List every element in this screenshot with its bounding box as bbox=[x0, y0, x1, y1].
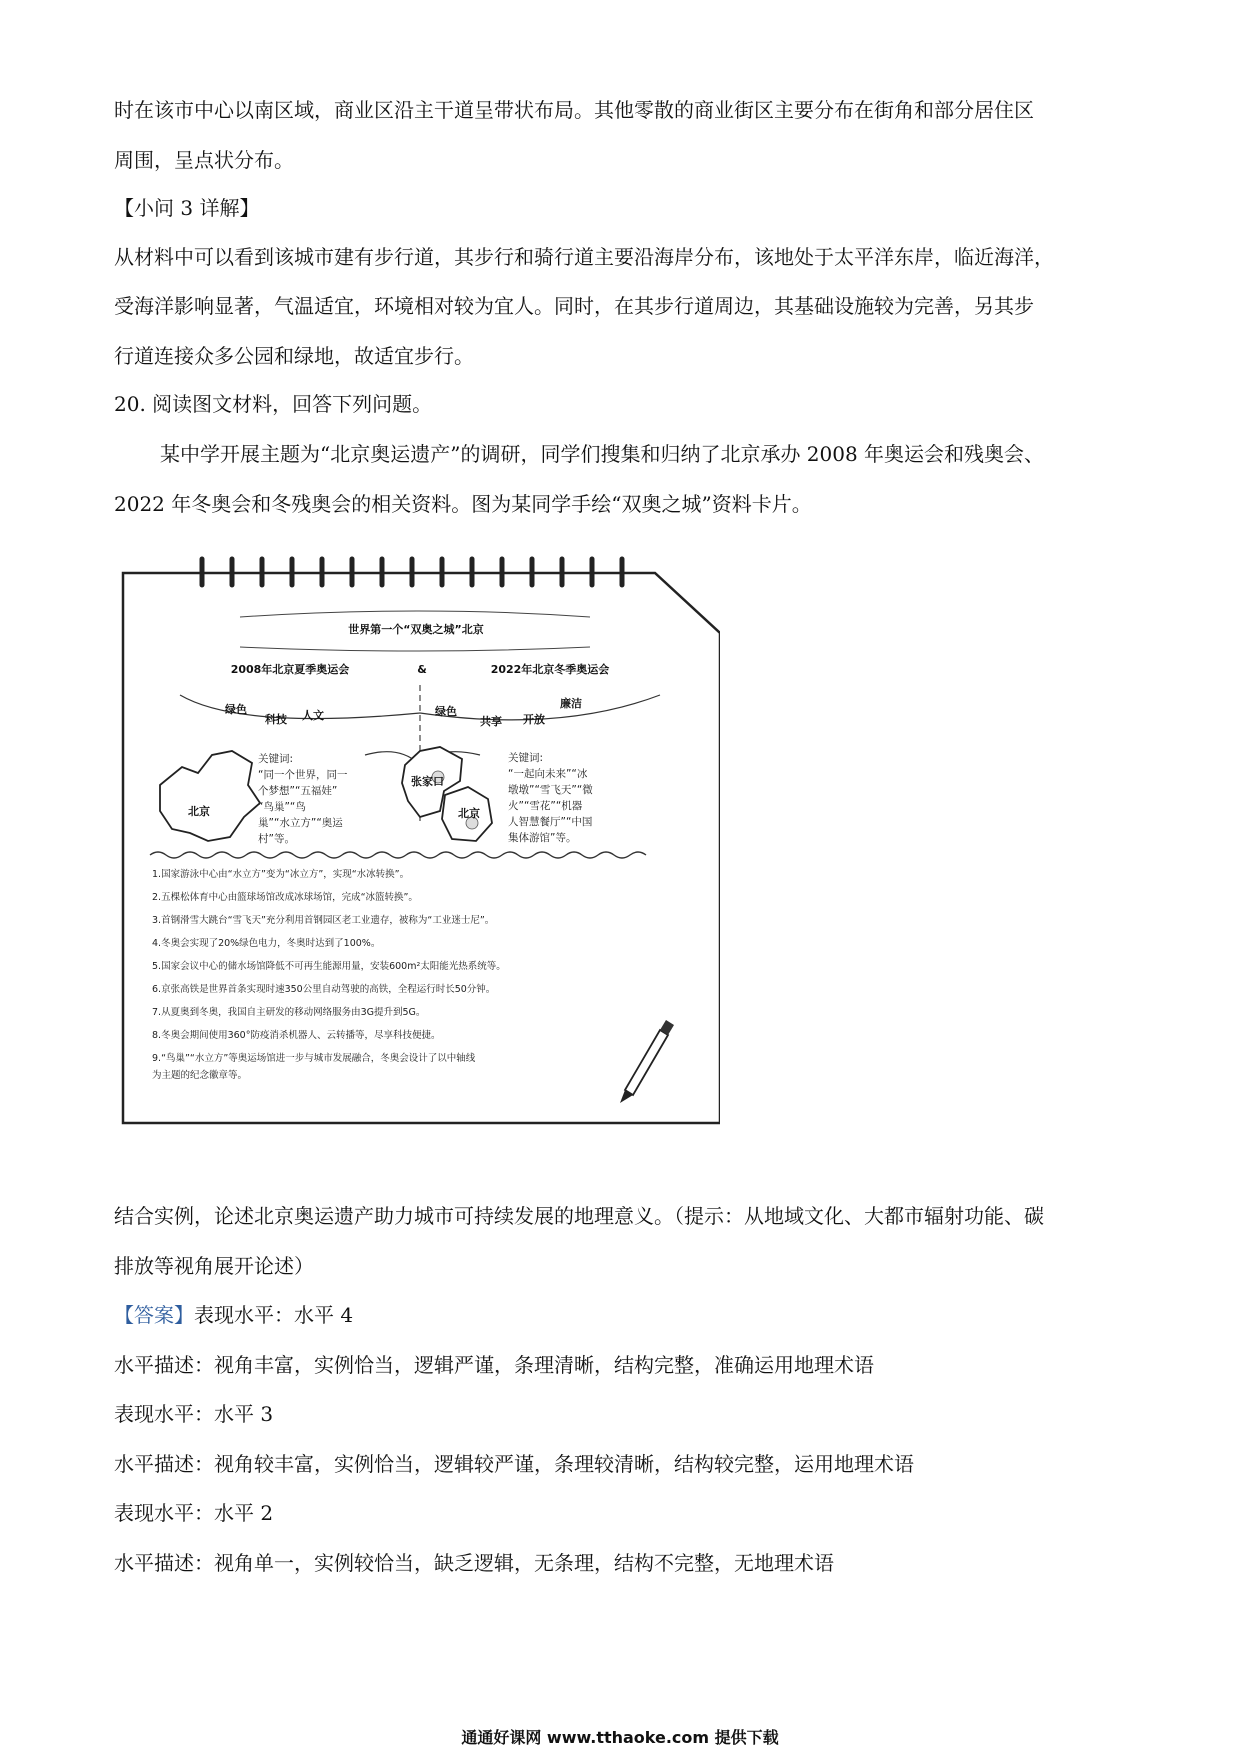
svg-text:“鸟巢”“鸟: “鸟巢”“鸟 bbox=[258, 801, 306, 813]
text-line: 时在该市中心以南区域，商业区沿主干道呈带状布局。其他零散的商业街区主要分布在街角和部分居住区 bbox=[114, 98, 1034, 122]
list-item: 3.首钢滑雪大跳台“雪飞天”充分利用首钢园区老工业遗存，被称为“工业迷士尼”。 bbox=[152, 915, 495, 926]
section-heading: 【小问 3 详解】 bbox=[114, 196, 260, 220]
olympic-info-card bbox=[120, 555, 720, 1133]
question-title: 20. 阅读图文材料，回答下列问题。 bbox=[114, 392, 433, 416]
right-keyword-open: 开放 bbox=[523, 713, 545, 726]
svg-text:人智慧餐厅”“中国: 人智慧餐厅”“中国 bbox=[508, 816, 593, 828]
right-keyword-share: 共享 bbox=[480, 715, 502, 728]
answer-level3: 表现水平：水平 3 bbox=[114, 1402, 274, 1426]
card-title: 世界第一个“双奥之城”北京 bbox=[348, 623, 484, 636]
right-keyword-clean: 廉洁 bbox=[560, 697, 582, 710]
list-item: 4.冬奥会实现了20%绿色电力，冬奥时达到了100%。 bbox=[152, 938, 381, 949]
list-item: 2.五棵松体育中心由篮球场馆改成冰球场馆，完成“冰篮转换”。 bbox=[152, 892, 418, 903]
text-line: 行道连接众多公园和绿地，故适宜步行。 bbox=[114, 344, 474, 368]
list-item: 1.国家游泳中心由“水立方”变为“冰立方”，实现“水冰转换”。 bbox=[152, 869, 410, 880]
svg-text:村”等。: 村”等。 bbox=[258, 833, 295, 845]
answer-desc4: 水平描述：视角丰富，实例恰当，逻辑严谨，条理清晰，结构完整，准确运用地理术语 bbox=[114, 1353, 874, 1377]
prompt-line: 结合实例，论述北京奥运遗产助力城市可持续发展的地理意义。（提示：从地域文化、大都市辐射功能、碳 bbox=[114, 1204, 1044, 1228]
right-map-label-zhangjiakou: 张家口 bbox=[411, 775, 444, 788]
left-heading: 2008年北京夏季奥运会 bbox=[230, 663, 350, 676]
svg-text:集体游馆”等。: 集体游馆”等。 bbox=[508, 832, 577, 844]
svg-text:“一起向未来”“冰: “一起向未来”“冰 bbox=[508, 768, 588, 780]
answer-desc2: 水平描述：视角单一，实例较恰当，缺乏逻辑，无条理，结构不完整，无地理术语 bbox=[114, 1551, 834, 1575]
text-line: 周围，呈点状分布。 bbox=[114, 148, 294, 172]
svg-text:关键词:: 关键词: bbox=[258, 753, 294, 765]
list-item: 5.国家会议中心的储水场馆降低不可再生能源用量，安装600m²太阳能光热系统等。 bbox=[152, 961, 506, 972]
answer-tag: 【答案】 bbox=[114, 1303, 194, 1327]
amp-symbol: & bbox=[417, 663, 427, 676]
answer-level2: 表现水平：水平 2 bbox=[114, 1501, 274, 1525]
text-line: 受海洋影响显著，气温适宜，环境相对较为宜人。同时，在其步行道周边，其基础设施较为完善，另其步 bbox=[114, 294, 1034, 318]
left-map-label: 北京 bbox=[188, 805, 210, 818]
left-keyword-culture: 人文 bbox=[302, 709, 324, 722]
svg-text:火”“雪花”“机器: 火”“雪花”“机器 bbox=[508, 800, 583, 812]
list-item: 为主题的纪念徽章等。 bbox=[152, 1070, 248, 1081]
right-heading: 2022年北京冬季奥运会 bbox=[490, 663, 610, 676]
page-footer: 通通好课网 www.tthaoke.com 提供下载 bbox=[461, 1728, 779, 1747]
svg-text:关键词:: 关键词: bbox=[508, 752, 544, 764]
prompt-line: 排放等视角展开论述） bbox=[114, 1254, 314, 1278]
text-line: 从材料中可以看到该城市建有步行道，其步行和骑行道主要沿海岸分布，该地处于太平洋东岸，临近海洋， bbox=[114, 245, 1054, 269]
right-map-label-beijing: 北京 bbox=[458, 807, 480, 820]
svg-text:“同一个世界，同一: “同一个世界，同一 bbox=[258, 769, 348, 781]
list-item: 9.“鸟巢”“水立方”等奥运场馆进一步与城市发展融合，冬奥会设计了以中轴线 bbox=[152, 1053, 476, 1064]
answer-desc3: 水平描述：视角较丰富，实例恰当，逻辑较严谨，条理较清晰，结构较完整，运用地理术语 bbox=[114, 1452, 914, 1476]
answer-level4-text: 表现水平：水平 4 bbox=[194, 1303, 354, 1327]
answer-level4 bbox=[114, 1301, 353, 1329]
svg-text:个梦想”“五福娃”: 个梦想”“五福娃” bbox=[258, 785, 338, 797]
svg-text:巢”“水立方”“奥运: 巢”“水立方”“奥运 bbox=[258, 817, 343, 829]
list-item: 6.京张高铁是世界首条实现时速350公里自动驾驶的高铁，全程运行时长50分钟。 bbox=[152, 984, 496, 995]
list-item: 8.冬奥会期间使用360°防疫消杀机器人、云转播等，尽享科技便捷。 bbox=[152, 1030, 441, 1041]
intro-line: 2022 年冬奥会和冬残奥会的相关资料。图为某同学手绘“双奥之城”资料卡片。 bbox=[114, 492, 812, 516]
left-keyword-green: 绿色 bbox=[225, 703, 247, 716]
list-item: 7.从夏奥到冬奥，我国自主研发的移动网络服务由3G提升到5G。 bbox=[152, 1007, 426, 1018]
card-outline bbox=[120, 555, 720, 1133]
left-keyword-tech: 科技 bbox=[265, 713, 287, 726]
svg-text:墩墩”“雪飞天”“微: 墩墩”“雪飞天”“微 bbox=[508, 784, 593, 796]
intro-line: 某中学开展主题为“北京奥运遗产”的调研，同学们搜集和归纳了北京承办 2008 年奥运会和残奥会、 bbox=[160, 442, 1045, 466]
right-keyword-green: 绿色 bbox=[435, 705, 457, 718]
